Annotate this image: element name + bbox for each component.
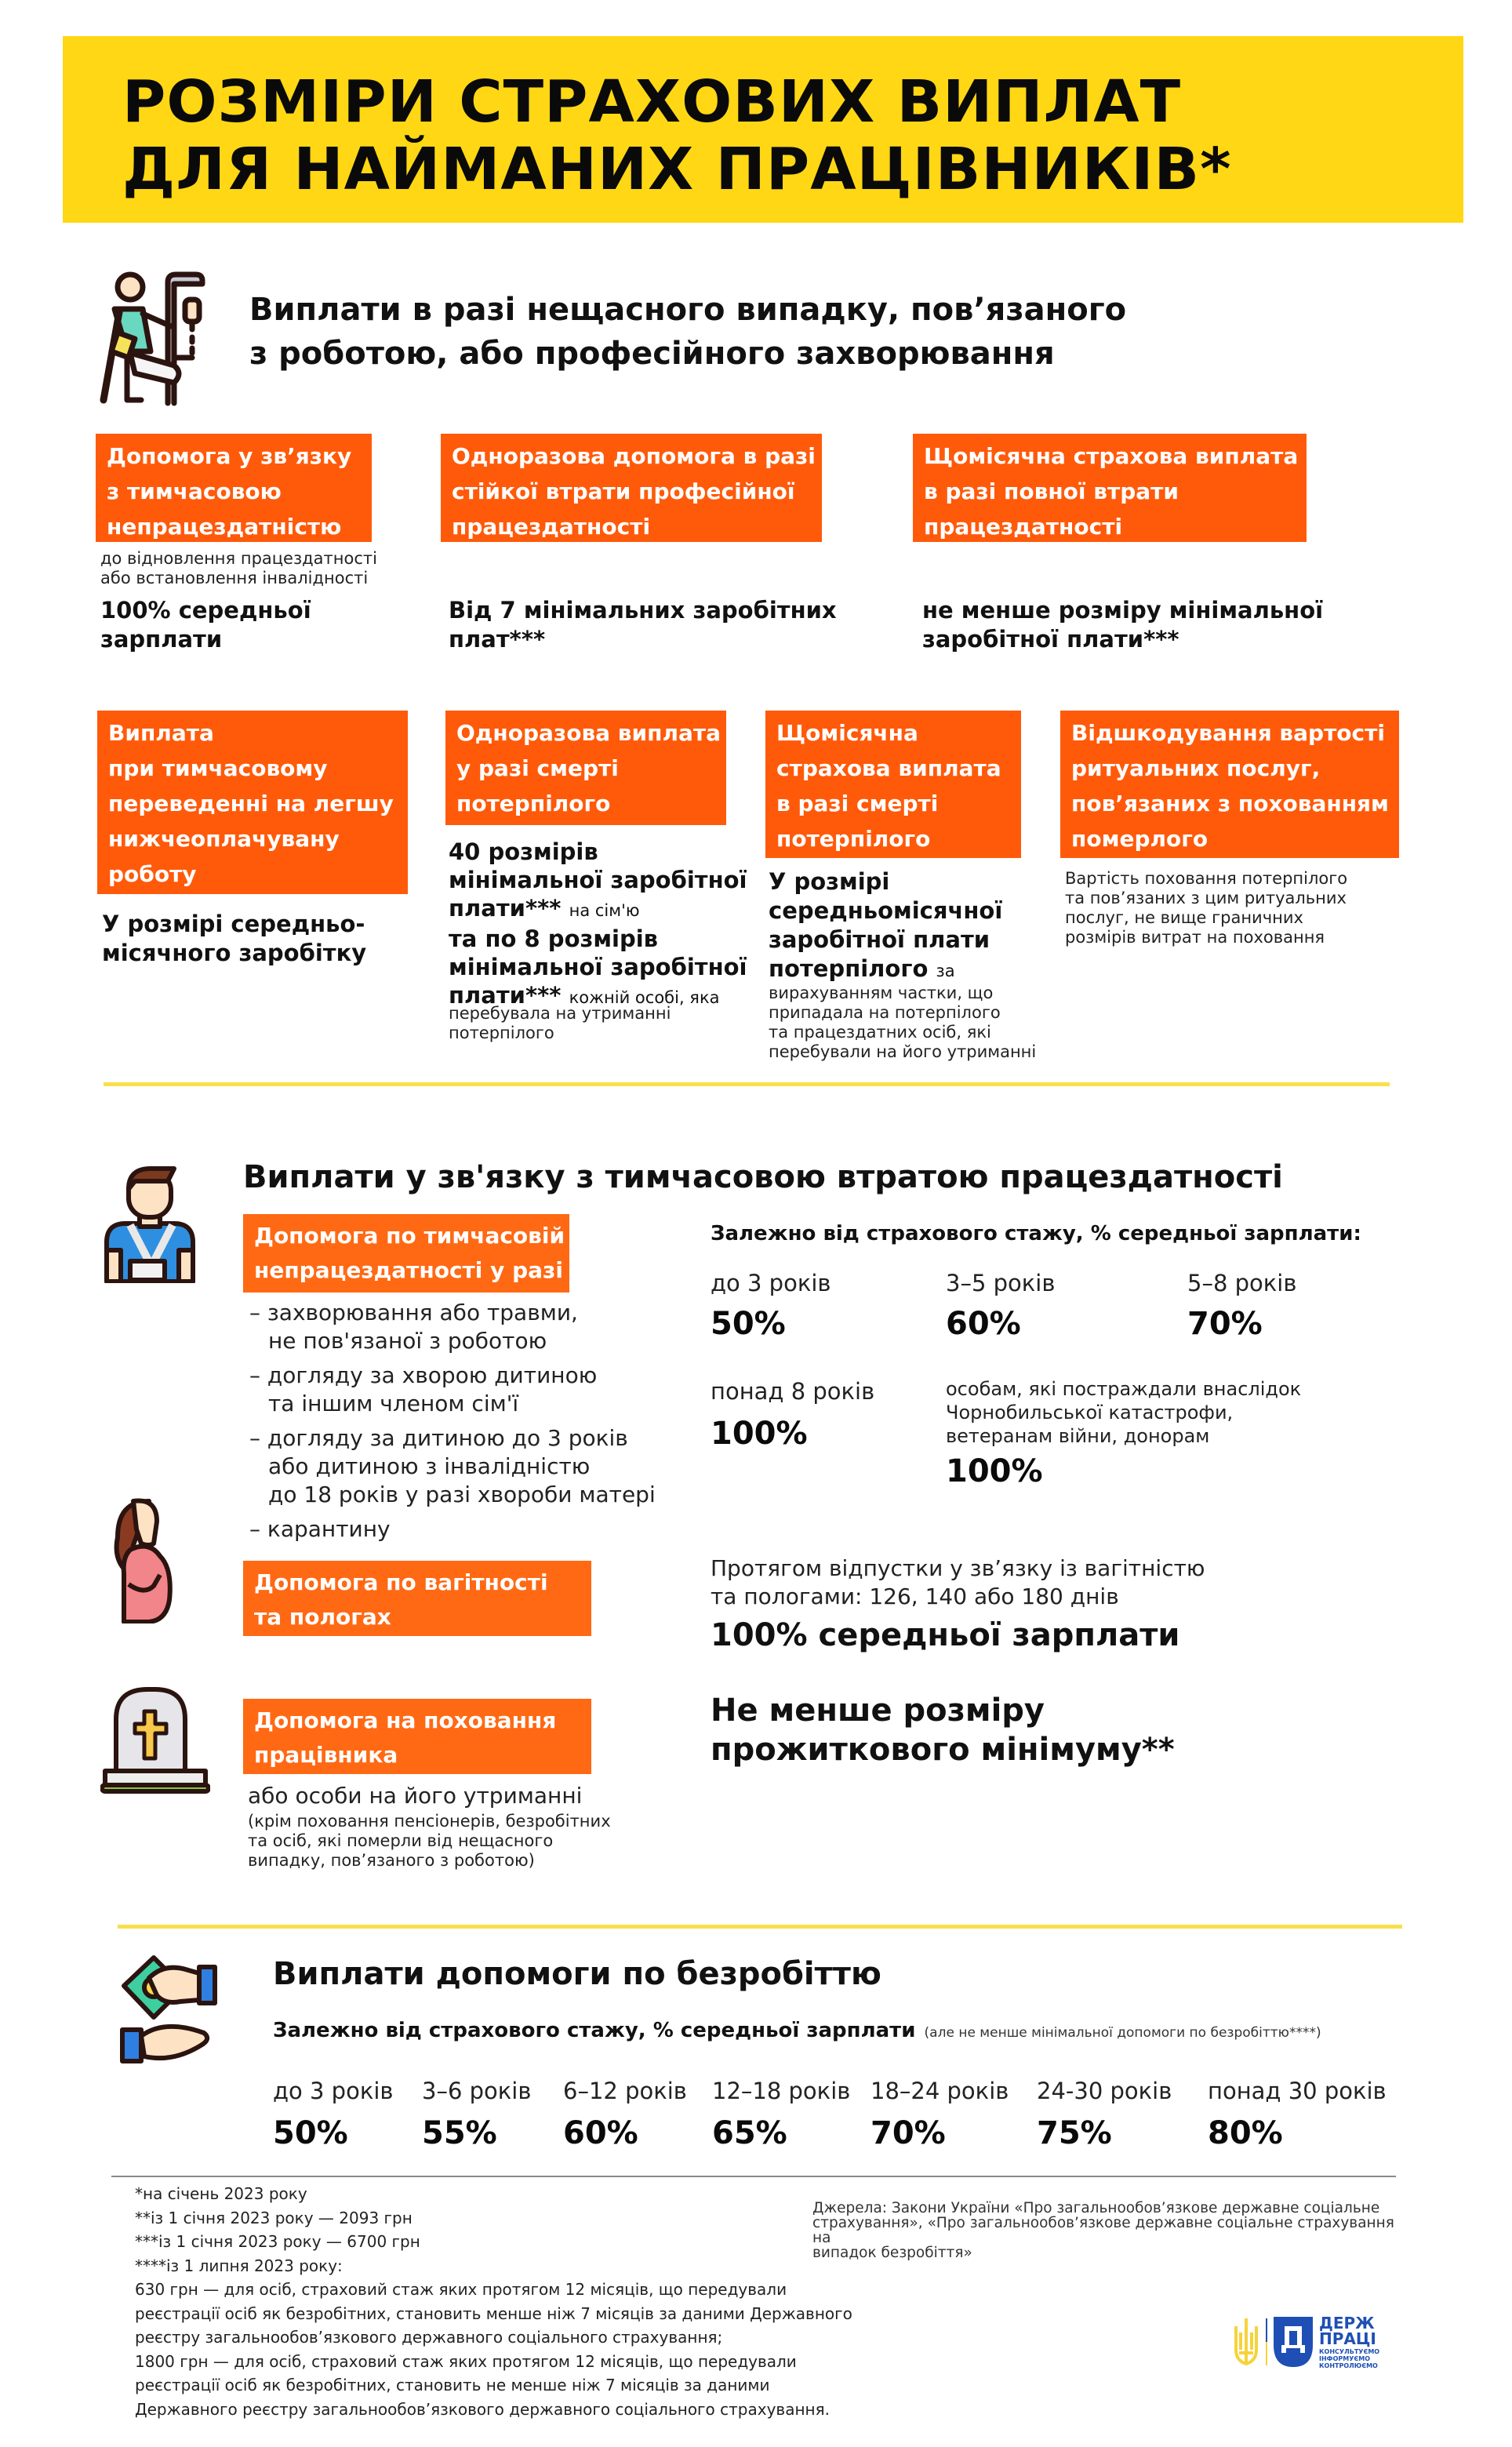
rate-value: 50% [273,2115,348,2151]
rate-item-special [946,1377,1301,1490]
pregnant-woman-icon [102,1498,193,1623]
card-label-line: Одноразова допомога в разі [452,443,816,469]
amount-line: плат*** [449,626,546,653]
note-line: перебувала на утриманні [449,1004,671,1023]
amount-line: У розмірі [769,868,890,895]
amount-note: на сім'ю [569,901,640,920]
footnote-line: *на січень 2023 року [135,2184,307,2203]
card-transfer-lighter-work [97,711,408,894]
rate-item [422,2077,531,2152]
title-banner [63,36,1463,223]
footnote-line: ****із 1 липня 2023 року: [135,2256,343,2275]
card-funeral-benefit [243,1699,591,1774]
rate-value: 100% [946,1453,1043,1489]
card-label-line: Одноразова виплата [456,720,721,746]
card-label-line: працівника [254,1742,398,1768]
tagline-line: КОНТРОЛЮЄМО [1319,2362,1378,2369]
logo-separator [1266,2318,1267,2365]
rate-value: 60% [946,1306,1021,1342]
list-item [249,1362,656,1418]
note-line: та працездатних осіб, які [769,1023,991,1042]
amount-text: плати*** [449,895,562,922]
tagline-line: ІНФОРМУЄМО [1319,2355,1371,2362]
rate-value: 50% [711,1306,786,1342]
card-label-line: в разі повної втрати [924,478,1179,504]
card-label-line: непрацездатності у разі [254,1257,563,1283]
amount-line: мінімальної заробітної [449,954,747,980]
amount-line: У розмірі середньо- [102,911,365,937]
card-label-line: в разі смерті [776,791,939,816]
list-item-line: – догляду за дитиною до 3 років [249,1425,628,1451]
rate-value: 60% [563,2115,638,2151]
man-arm-sling-icon [99,1164,201,1283]
list-item-line: – захворювання або травми, [249,1300,578,1325]
card-label-line: ритуальних послуг, [1071,755,1321,781]
amount-line: місячного заробітку [102,940,367,966]
maternity-amount: 100% середньої зарплати [711,1617,1180,1653]
card-note [1065,869,1347,947]
funeral-amount [711,1691,1175,1769]
sources [812,2201,1408,2260]
footer-divider [111,2176,1396,2177]
card-label-line: нижчеоплачувану [108,826,340,852]
card-monthly-full-loss [913,434,1307,542]
note-line: потерпілого [449,1024,554,1042]
rate-value: 65% [712,2115,787,2151]
footnote-line: реєстрації осіб як безробітних, становить не менше ніж 7 місяців за даними [135,2376,770,2394]
card-label-line: роботу [108,861,197,887]
rate-label: понад 30 років [1208,2078,1387,2104]
rate-label: 18–24 років [870,2078,1009,2104]
card-label-line: Щомісячна страхова виплата [924,443,1299,469]
amount-line: 40 розмірів [449,838,598,865]
card-temporary-disability-benefit [96,434,372,542]
amount-text: потерпілого [769,955,929,982]
card-label-line: Щомісячна [776,720,918,746]
card-amount [922,596,1323,654]
page-title-line1: РОЗМІРИ СТРАХОВИХ ВИПЛАТ [122,68,1182,136]
card-label-line: померлого [1071,826,1209,852]
amount-line: зарплати [100,626,223,653]
rate-label: 6–12 років [563,2078,687,2104]
card-label-line: непрацездатністю [107,514,342,540]
card-label-line: Допомога по вагітності [254,1569,548,1595]
note-line: Вартість поховання потерпілого [1065,869,1348,888]
trident-icon [1233,2315,1259,2370]
note-line: до відновлення працездатності [100,549,377,568]
list-item-line: не пов'язаної з роботою [268,1328,547,1354]
amount-line: заробітної плати [769,926,990,953]
amount-line: мінімальної заробітної [449,867,747,893]
logo-name-line: ДЕРЖ [1319,2314,1375,2332]
heading-note: (але не менше мінімальної допомоги по безробіттю****) [924,2025,1321,2041]
footnote-line: 1800 грн — для осіб, страховий стаж яких протягом 12 місяців, що передували [135,2351,797,2371]
card-label-line: працездатності [924,514,1123,540]
accident-section-title-line1: Виплати в разі нещасного випадку, пов’язаного [249,292,1127,328]
amount-note: кожній особі, яка [569,988,720,1007]
card-sick-leave-benefit [243,1214,569,1293]
card-lump-sum-professional-loss [441,434,822,542]
card-label-line: Допомога по тимчасовій [254,1223,565,1249]
shield-d-icon [1274,2317,1313,2367]
footnote-line: **із 1 січня 2023 року — 2093 грн [135,2208,413,2227]
card-label-line: Допомога на поховання [254,1707,557,1733]
rate-label: до 3 років [711,1270,831,1296]
unemployment-section-title: Виплати допомоги по безробіттю [273,1956,881,1992]
funeral-note [248,1812,611,1871]
amount-line [449,894,747,925]
footnotes [135,2182,852,2421]
rate-item [946,1269,1055,1343]
note-line: випадку, пов’язаного з роботою) [248,1851,535,1870]
card-funeral-compensation [1060,711,1399,858]
source-line: Джерела: Закони України «Про загальнообов’язкове державне соціальне [812,2200,1380,2216]
note-line: послуг, не вище граничних [1065,908,1303,927]
hands-money-icon [118,1954,220,2064]
card-label-line: Виплата [108,720,214,746]
amount-line: прожиткового мінімуму** [711,1732,1175,1768]
card-label-line: працездатності [452,514,651,540]
tombstone-cross-icon [100,1685,210,1794]
card-amount [769,867,1002,986]
note-line: Протягом відпустки у зв’язку із вагітністю [711,1555,1205,1581]
card-label-line: потерпілого [776,826,931,852]
temporary-section-title: Виплати у зв'язку з тимчасовою втратою працездатності [243,1159,1283,1195]
logo-tagline [1319,2348,1379,2369]
rate-label-line: Чорнобильської катастрофи, [946,1402,1234,1423]
unemployment-rates-heading [273,2019,1321,2042]
rate-value: 70% [1187,1306,1263,1342]
sick-conditions-list [249,1299,656,1543]
footnote-line: 630 грн — для осіб, страховий стаж яких протягом 12 місяців, що передували [135,2280,787,2299]
amount-note: за [936,962,955,980]
rate-label: 3–6 років [422,2078,532,2104]
amount-line: заробітної плати*** [922,626,1179,653]
logo-name-line: ПРАЦІ [1319,2329,1376,2348]
note-line: розмірів витрат на поховання [1065,928,1325,947]
rate-label: 5–8 років [1187,1270,1297,1296]
amount-text: плати*** [449,982,562,1009]
card-amount [449,838,747,1012]
card-label-line: потерпілого [456,791,611,816]
section-divider [104,1082,1390,1086]
list-item [249,1424,656,1509]
card-label-line: пов’язаних з похованням [1071,791,1389,816]
list-item-line: до 18 років у разі хвороби матері [268,1482,656,1507]
note-line: та осіб, які померли від нещасного [248,1831,554,1850]
note-line: вирахуванням частки, що [769,984,994,1002]
list-item-line: або дитиною з інвалідністю [268,1453,591,1479]
rate-item [711,1377,874,1453]
card-note [449,1004,671,1043]
note-line: або встановлення інвалідності [100,569,369,587]
accident-section-title-line2: з роботою, або професійного захворювання [249,336,1055,372]
rate-item [563,2077,687,2152]
amount-line: 100% середньої [100,597,311,624]
rate-item [1187,1269,1296,1343]
funeral-sub: або особи на його утриманні [248,1783,583,1809]
logo-name [1319,2315,1376,2347]
card-label-line: Відшкодування вартості [1071,720,1385,746]
card-amount [449,596,837,654]
rate-value: 100% [711,1416,808,1452]
card-maternity-benefit [243,1561,591,1636]
rate-label: 24-30 років [1037,2078,1172,2104]
amount-line: та по 8 розмірів [449,925,659,952]
rate-label: 3–5 років [946,1270,1056,1296]
card-label-line: при тимчасовому [108,755,328,781]
rate-value: 75% [1037,2115,1112,2151]
rate-label: 12–18 років [712,2078,851,2104]
card-label-line: у разі смерті [456,755,619,781]
note-line: припадала на потерпілого [769,1003,1001,1022]
tagline-line: КОНСУЛЬТУЄМО [1319,2348,1380,2355]
footnote-line: реєстру загальнообов’язкового державного соціального страхування; [135,2328,723,2347]
amount-line: Від 7 мінімальних заробітних [449,597,837,624]
rate-label-line: особам, які постраждали внаслідок [946,1378,1302,1400]
derzhpratsi-logo [1233,2315,1398,2378]
amount-line: Не менше розміру [711,1693,1045,1729]
rate-value: 55% [422,2115,497,2151]
amount-line: не менше розміру мінімальної [922,597,1324,624]
footnote-line: Державного реєстру загальнообов’язкового державного соціального страхування. [135,2399,831,2419]
card-monthly-death [765,711,1021,858]
card-label-line: з тимчасовою [107,478,282,504]
source-line: страхування», «Про загальнообов’язкове державне соціальне страхування на [812,2215,1394,2246]
rate-label [946,1377,1301,1448]
card-amount [100,596,311,654]
card-note [100,549,377,588]
rate-item [273,2077,394,2152]
note-line: та пов’язаних з цим ритуальних [1065,889,1347,907]
card-amount [102,910,366,968]
rate-label: до 3 років [273,2078,394,2104]
list-item-line: – догляду за хворою дитиною [249,1362,598,1388]
card-note [769,984,1036,1062]
card-lump-sum-death [445,711,726,825]
card-label-line: стійкої втрати професійної [452,478,795,504]
section-divider [118,1925,1402,1929]
card-label-line: страхова виплата [776,755,1001,781]
card-label-line: Допомога у зв’язку [107,443,352,469]
list-item-line: – карантину [249,1516,391,1542]
rate-value: 80% [1208,2115,1283,2151]
heading-text: Залежно від страхового стажу, % середньої зарплати [273,2019,916,2042]
source-line: випадок безробіття» [812,2245,972,2261]
note-line: та пологами: 126, 140 або 180 днів [711,1583,1119,1609]
rate-item [1037,2077,1172,2152]
list-item [249,1515,656,1543]
card-label-line: та пологах [254,1604,391,1630]
rate-item [1208,2077,1387,2152]
list-item [249,1299,656,1355]
footnote-line: реєстрації осіб як безробітних, становить менше ніж 7 місяців за даними Державного [135,2303,852,2323]
note-line: (крім поховання пенсіонерів, безробітних [248,1812,611,1831]
injured-worker-crutch-icon [96,265,218,406]
amount-line: середньомісячної [769,897,1003,924]
list-item-line: та іншим членом сім'ї [268,1391,519,1416]
rate-item [712,2077,850,2152]
rate-value: 70% [870,2115,946,2151]
amount-line [769,954,1002,986]
rate-item [870,2077,1009,2152]
rate-item [711,1269,831,1343]
rate-label-line: ветеранам війни, донорам [946,1425,1210,1447]
page-title-line2: ДЛЯ НАЙМАНИХ ПРАЦІВНИКІВ* [122,136,1232,203]
footnote-line: ***із 1 січня 2023 року — 6700 грн [135,2232,420,2251]
maternity-note [711,1554,1205,1611]
rate-label: понад 8 років [711,1378,875,1405]
sick-rates-heading: Залежно від страхового стажу, % середньої зарплати: [711,1222,1361,1245]
note-line: перебували на його утриманні [769,1042,1037,1061]
card-label-line: переведенні на легшу [108,791,394,816]
